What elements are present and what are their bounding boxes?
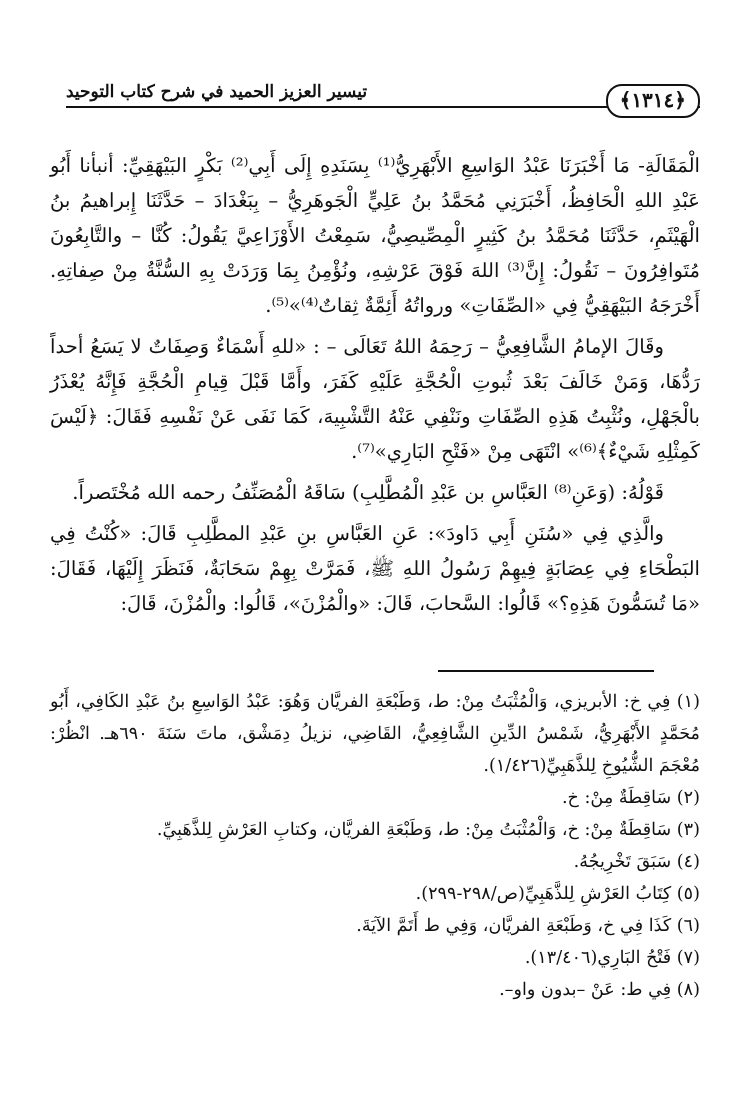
footnote: (٢) سَاقِطَةٌ مِنْ: خ.	[561, 788, 700, 808]
footnote: (١) فِي خ: الأبريزي، وَالْمُثْبَتُ مِنْ: ط، وَطَبْعَةِ الفريَّان وَهُوَ: عَبْدُ الوَاسِعِ بنُ عَبْدِ الكَافِي، أَبُو مُحَمَّدٍ الأَبْهَرِيُّ، شَمْسُ الدِّينِ الشَّافِعِيُّ، القَاضِي، نزيلُ دِمَشْق، ماتَ سَنَةَ ٦٩٠هـ. انْظُرْ: مُعْجَمَ الشُّيُوخِ لِلذَّهَبِيِّ(١/٤٢٦).	[50, 692, 700, 776]
running-title: تيسير العزيز الحميد في شرح كتاب التوحيد	[66, 82, 368, 102]
main-text	[50, 148, 700, 621]
footnote: (٨) فِي ط: عَنْ –بدون واو–.	[499, 980, 700, 1000]
footnote: (٧) فَتْحُ البَارِي(١٣/٤٠٦).	[524, 948, 700, 968]
paragraph: والَّذِي فِي «سُنَنِ أَبِي دَاودَ»: عَنِ العَبَّاسِ بنِ عَبْدِ المطَّلِبِ قَالَ: «كُنْتُ فِي البَطْحَاءِ فِي عِصَابَةٍ فِيهِمْ رَسُولُ اللهِ ﷺ، فَمَرَّتْ بِهِمْ سَحَابَةٌ، فَنَظَرَ إِلَيْهَا، فَقَالَ: «مَا تُسَمُّونَ هَذِهِ؟» قَالُوا: السَّحابَ، قَالَ: «والْمُزْنَ»، قَالُوا: والْمُزْنَ، قَالَ:	[50, 522, 700, 615]
paragraph: قَوْلُهُ: (وَعَنِ⁽⁸⁾ العَبَّاسِ بن عَبْدِ الْمُطَّلِبِ) سَاقَهُ الْمُصَنِّفُ رحمه الله مُخْتَصراً.	[72, 481, 664, 504]
footnote: (٤) سَبَقَ تَخْرِيجُهُ.	[573, 852, 700, 872]
footnote-separator	[438, 670, 654, 672]
footnote: (٣) سَاقِطَةٌ مِنْ: خ، وَالْمُثْبَتُ مِنْ: ط، وَطَبْعَةِ الفريَّان، وكتابِ العَرْشِ لِلذَّهَبِيِّ.	[156, 820, 700, 840]
footnotes	[50, 686, 700, 1006]
footnote: (٥) كِتَابُ العَرْشِ لِلذَّهَبِيِّ(ص/٢٩٨-٢٩٩).	[415, 884, 700, 904]
footnote: (٦) كَذَا فِي خ، وَطَبْعَةِ الفريَّان، وَفِي ط أَتَمَّ الآيَةَ.	[356, 916, 700, 936]
header-rule	[66, 106, 700, 108]
paragraph: الْمَقَالَةِ- مَا أَخْبَرَنَا عَبْدُ الوَاسِعِ الأَبْهَرِيُّ⁽¹⁾ بِسَنَدِهِ إِلَى أَبِي⁽²⁾ بَكْرٍ البَيْهَقِيِّ: أنبأنا أَبُو عَبْدِ اللهِ الْحَافِظُ، أَخْبَرَنِي مُحَمَّدُ بنُ عَلِيٍّ الْجَوهَرِيُّ – بِبَغْدَادَ – حَدَّثَنَا إِبراهيمُ بنُ الْهَيْثَمِ، حَدَّثَنَا مُحَمَّدُ بنُ كَثِيرٍ الْمِصِّيصِيُّ، سَمِعْتُ الأَوْزَاعِيَّ يَقُولُ: كُنَّا – والتَّابِعُونَ مُتَوافِرُونَ – نَقُولُ: إِنَّ⁽³⁾ اللهَ فَوْقَ عَرْشِهِ، ونُؤْمِنُ بِمَا وَرَدَتْ بِهِ السُّنَّةُ مِنْ صِفاتِهِ. أَخْرَجَهُ البَيْهَقِيُّ فِي «الصِّفَاتِ» ورواتُهُ أَئِمَّةٌ ثِقاتٌ⁽⁴⁾»⁽⁵⁾.	[50, 154, 700, 317]
page-number: ﴿١٣١٤﴾	[606, 84, 700, 118]
page-header	[66, 76, 700, 118]
paragraph: وقَالَ الإمامُ الشَّافِعِيُّ – رَحِمَهُ اللهُ تَعَالَى – : «للهِ أَسْمَاءٌ وَصِفَاتٌ لا يَسَعُ أحداً رَدُّهَا، وَمَنْ خَالَفَ بَعْدَ ثُبوتِ الْحُجَّةِ عَلَيْهِ كَفَرَ، وأَمَّا قَبْلَ قِيامِ الْحُجَّةِ فَإِنَّهُ يُعْذَرُ بالْجَهْلِ، ونُثْبِتُ هَذِهِ الصِّفَاتِ ونَنْفِي عَنْهُ التَّشْبِيهَ، كَمَا نَفَى عَنْ نَفْسِهِ فَقَالَ: ﴿لَيْسَ كَمِثْلِهِ شَيْءٌ﴾⁽⁶⁾» انْتَهَى مِنْ «فَتْحِ البَارِي»⁽⁷⁾.	[50, 335, 700, 463]
